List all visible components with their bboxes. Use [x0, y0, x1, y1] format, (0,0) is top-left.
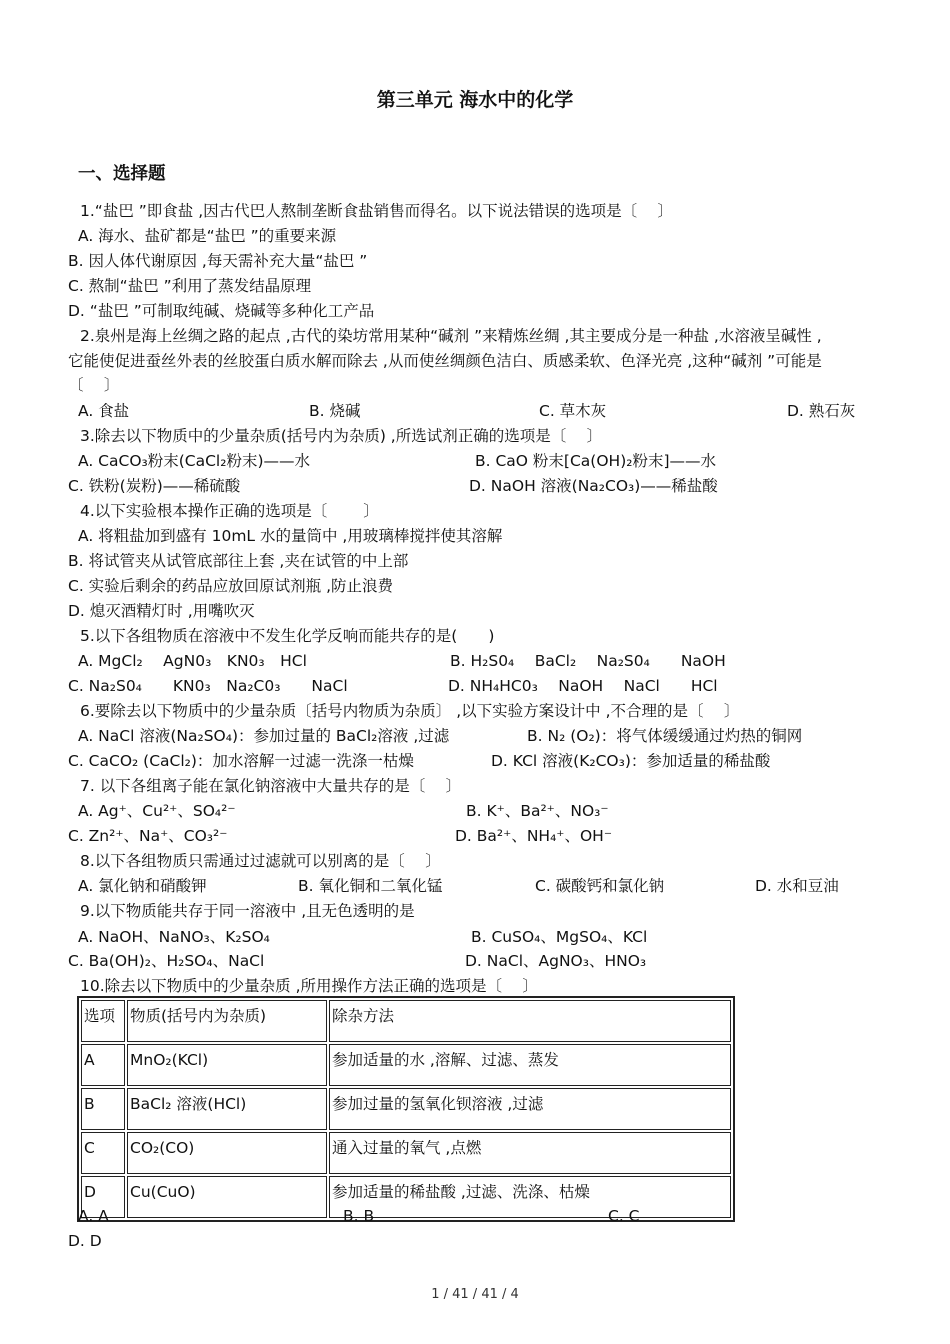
question-3-option-a: A. CaCO₃粉末(CaCl₂粉末)——水 [78, 452, 311, 470]
question-5-option-c: C. Na₂S0₄ KN0₃ Na₂C0₃ NaCl [68, 677, 348, 695]
table-cell: CO₂(CO) [127, 1132, 327, 1174]
question-7-option-d: D. Ba²⁺、NH₄⁺、OH⁻ [455, 827, 612, 845]
question-4-option-c: C. 实验后剩余的药品应放回原试剂瓶 ,防止浪费 [68, 577, 394, 595]
table-cell: D [81, 1176, 125, 1218]
question-9-option-a: A. NaOH、NaNO₃、K₂SO₄ [78, 928, 270, 946]
question-9-option-c: C. Ba(OH)₂、H₂SO₄、NaCl [68, 952, 265, 970]
question-2-stem-line1: 2.泉州是海上丝绸之路的起点 ,古代的染坊常用某种“碱剂 ”来精炼丝绸 ,其主要成分是一种盐 ,水溶液呈碱性 , [80, 327, 822, 345]
question-6-option-c: C. CaCO₂ (CaCl₂)：加水溶解一过滤一洗涤一枯燥 [68, 752, 414, 770]
question-6-option-d: D. KCl 溶液(K₂CO₃)：参加适量的稀盐酸 [491, 752, 771, 770]
question-10-table [77, 996, 735, 1222]
question-3-stem: 3.除去以下物质中的少量杂质(括号内为杂质) ,所选试剂正确的选项是〔 〕 [80, 427, 603, 445]
question-1-option-c: C. 熬制“盐巴 ”利用了蒸发结晶原理 [68, 277, 312, 295]
table-header-row [81, 1000, 731, 1042]
question-7-option-b: B. K⁺、Ba²⁺、NO₃⁻ [466, 802, 609, 820]
table-cell: 参加过量的氢氧化钡溶液 ,过滤 [329, 1088, 731, 1130]
question-10-option-d: D. D [68, 1232, 102, 1250]
question-2-option-c: C. 草木灰 [539, 402, 607, 420]
question-2-option-d: D. 熟石灰 [787, 402, 856, 420]
table-cell: B [81, 1088, 125, 1130]
table-cell: Cu(CuO) [127, 1176, 327, 1218]
question-6-option-b: B. N₂ (O₂)：将气体缓缓通过灼热的铜网 [527, 727, 803, 745]
table-row [81, 1132, 731, 1174]
question-10-option-a: A. A [78, 1207, 109, 1225]
question-5-option-b: B. H₂S0₄ BaCl₂ Na₂S0₄ NaOH [450, 652, 726, 670]
question-4-option-a: A. 将粗盐加到盛有 10mL 水的量筒中 ,用玻璃棒搅拌使其溶解 [78, 527, 503, 545]
table-row [81, 1044, 731, 1086]
question-10-stem: 10.除去以下物质中的少量杂质 ,所用操作方法正确的选项是〔 〕 [80, 977, 538, 995]
section-heading: 一、选择题 [78, 164, 166, 184]
table-header-cell: 选项 [81, 1000, 125, 1042]
question-6-option-a: A. NaCl 溶液(Na₂SO₄)：参加过量的 BaCl₂溶液 ,过滤 [78, 727, 450, 745]
question-5-option-d: D. NH₄HC0₃ NaOH NaCl HCl [448, 677, 718, 695]
table-cell: A [81, 1044, 125, 1086]
question-7-stem: 7. 以下各组离子能在氯化钠溶液中大量共存的是〔 〕 [80, 777, 462, 795]
question-5-stem: 5.以下各组物质在溶液中不发生化学反响而能共存的是( ) [80, 627, 495, 645]
question-1-option-d: D. “盐巴 ”可制取纯碱、烧碱等多种化工产品 [68, 302, 375, 320]
question-4-stem: 4.以下实验根本操作正确的选项是〔 〕 [80, 502, 379, 520]
question-7-option-a: A. Ag⁺、Cu²⁺、SO₄²⁻ [78, 802, 236, 820]
table-cell: 通入过量的氧气 ,点燃 [329, 1132, 731, 1174]
question-7-option-c: C. Zn²⁺、Na⁺、CO₃²⁻ [68, 827, 228, 845]
question-6-stem: 6.要除去以下物质中的少量杂质〔括号内物质为杂质〕 ,以下实验方案设计中 ,不合理的是〔 〕 [80, 702, 740, 720]
page-title: 第三单元 海水中的化学 [376, 89, 574, 111]
question-9-option-b: B. CuSO₄、MgSO₄、KCl [471, 928, 648, 946]
table-row [81, 1088, 731, 1130]
table-header-cell: 除杂方法 [329, 1000, 731, 1042]
question-8-option-d: D. 水和豆油 [755, 877, 839, 895]
question-2-option-b: B. 烧碱 [309, 402, 361, 420]
table-cell: C [81, 1132, 125, 1174]
question-8-option-b: B. 氧化铜和二氧化锰 [298, 877, 443, 895]
table-cell: 参加适量的水 ,溶解、过滤、蒸发 [329, 1044, 731, 1086]
question-8-option-a: A. 氯化钠和硝酸钾 [78, 877, 207, 895]
question-2-option-a: A. 食盐 [78, 402, 130, 420]
question-1-stem: 1.“盐巴 ”即食盐 ,因古代巴人熬制垄断食盐销售而得名。以下说法错误的选项是〔 〕 [80, 202, 674, 220]
question-2-stem-line2: 它能使促进蚕丝外表的丝胶蛋白质水解而除去 ,从而使丝绸颜色洁白、质感柔软、色泽光亮 ,这种“碱剂 ”可能是 [68, 352, 822, 370]
question-10-option-c: C. C [608, 1207, 640, 1225]
question-8-stem: 8.以下各组物质只需通过过滤就可以别离的是〔 〕 [80, 852, 441, 870]
question-4-option-d: D. 熄灭酒精灯时 ,用嘴吹灭 [68, 602, 255, 620]
question-3-option-d: D. NaOH 溶液(Na₂CO₃)——稀盐酸 [469, 477, 718, 495]
table-header-cell: 物质(括号内为杂质) [127, 1000, 327, 1042]
question-5-option-a: A. MgCl₂ AgN0₃ KN0₃ HCl [78, 652, 307, 670]
table-cell: BaCl₂ 溶液(HCl) [127, 1088, 327, 1130]
question-2-stem-line3: 〔 〕 [68, 376, 120, 394]
page-footer: 1 / 41 / 41 / 4 [431, 1287, 519, 1302]
question-4-option-b: B. 将试管夹从试管底部往上套 ,夹在试管的中上部 [68, 552, 409, 570]
question-10-option-b: B. B [343, 1207, 375, 1225]
question-1-option-b: B. 因人体代谢原因 ,每天需补充大量“盐巴 ” [68, 252, 368, 270]
table-cell: MnO₂(KCl) [127, 1044, 327, 1086]
table-cell: 参加适量的稀盐酸 ,过滤、洗涤、枯燥 [329, 1176, 731, 1218]
question-8-option-c: C. 碳酸钙和氯化钠 [535, 877, 665, 895]
question-9-stem: 9.以下物质能共存于同一溶液中 ,且无色透明的是 [80, 902, 415, 920]
question-3-option-b: B. CaO 粉末[Ca(OH)₂粉末]——水 [475, 452, 717, 470]
question-1-option-a: A. 海水、盐矿都是“盐巴 ”的重要来源 [78, 227, 337, 245]
question-3-option-c: C. 铁粉(炭粉)——稀硫酸 [68, 477, 241, 495]
question-9-option-d: D. NaCl、AgNO₃、HNO₃ [465, 952, 647, 970]
